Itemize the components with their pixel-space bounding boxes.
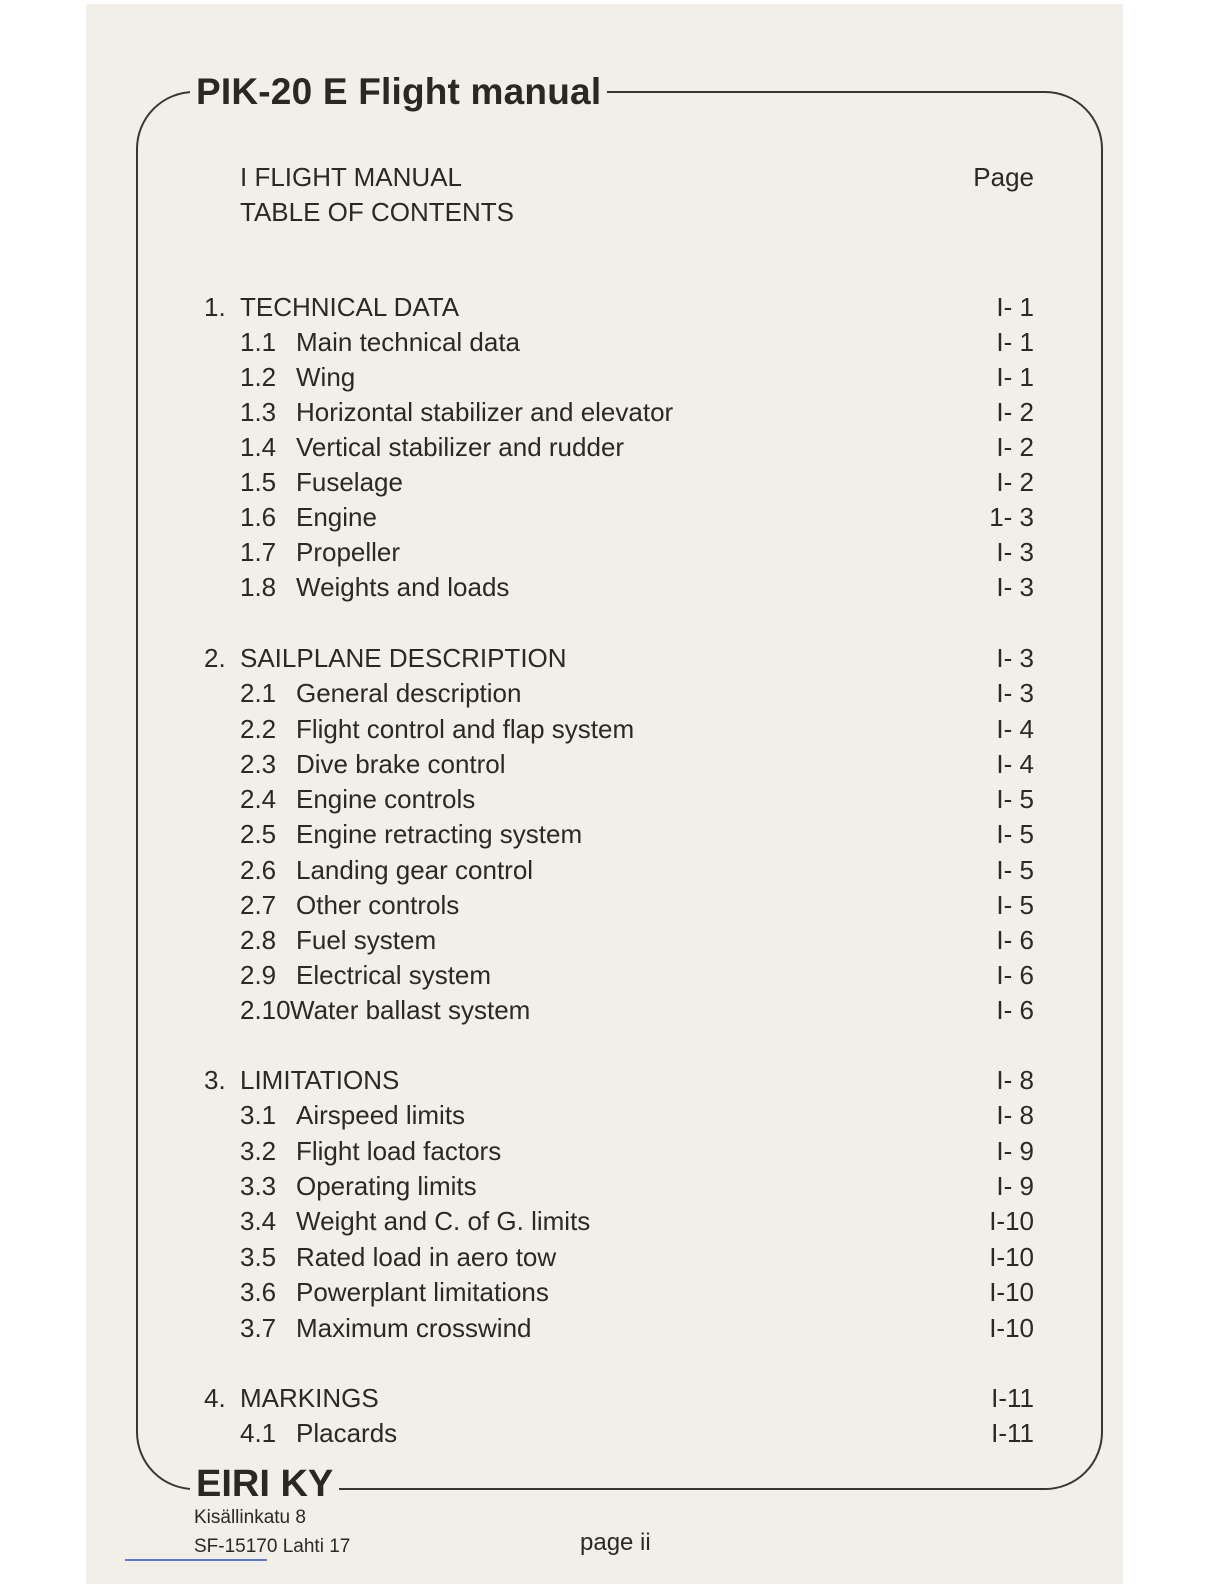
- section-page: I- 1: [996, 292, 1034, 322]
- publisher-name: EIRI KY: [190, 1462, 339, 1506]
- entry-title: Placards: [296, 1418, 398, 1448]
- toc-section: [0, 1065, 1224, 1095]
- entry-title: Engine: [296, 502, 377, 532]
- toc-entry: [0, 327, 1224, 357]
- entry-title: Vertical stabilizer and rudder: [296, 432, 625, 462]
- section-title: TECHNICAL DATA: [240, 292, 460, 322]
- entry-page: I- 6: [996, 960, 1034, 990]
- entry-title: Flight load factors: [296, 1136, 502, 1166]
- toc-entry: [0, 995, 1224, 1025]
- entry-page: I- 5: [996, 784, 1034, 814]
- page-column-label: Page: [973, 162, 1034, 192]
- entry-page: I-10: [989, 1242, 1034, 1272]
- entry-title: Powerplant limitations: [296, 1277, 549, 1307]
- entry-number: 2.4: [240, 784, 277, 814]
- toc-entry: [0, 572, 1224, 602]
- entry-page: I-10: [989, 1277, 1034, 1307]
- toc-entry: [0, 467, 1224, 497]
- toc-entry: [0, 1418, 1224, 1448]
- entry-title: Fuel system: [296, 925, 437, 955]
- toc-entry: [0, 960, 1224, 990]
- entry-number: 2.7: [240, 890, 277, 920]
- entry-page: I- 9: [996, 1136, 1034, 1166]
- entry-number: 3.6: [240, 1277, 277, 1307]
- entry-number: 1.4: [240, 432, 277, 462]
- section-number: 2.: [204, 643, 226, 673]
- toc-section: [0, 1383, 1224, 1413]
- section-title: SAILPLANE DESCRIPTION: [240, 643, 567, 673]
- toc-entry: [0, 1277, 1224, 1307]
- entry-title: Main technical data: [296, 327, 521, 357]
- toc-section: [0, 643, 1224, 673]
- section-page: I- 3: [996, 643, 1034, 673]
- entry-title: Landing gear control: [296, 855, 534, 885]
- entry-title: Other controls: [296, 890, 460, 920]
- entry-title: Airspeed limits: [296, 1100, 466, 1130]
- toc-section: [0, 292, 1224, 322]
- entry-page: 1- 3: [989, 502, 1034, 532]
- toc-heading-line2: TABLE OF CONTENTS: [240, 197, 514, 227]
- entry-number: 3.5: [240, 1242, 277, 1272]
- address-line-2: SF-15170 Lahti 17: [194, 1536, 351, 1557]
- toc-entry: [0, 714, 1224, 744]
- section-number: 3.: [204, 1065, 226, 1095]
- toc-entry: [0, 678, 1224, 708]
- entry-number: 1.6: [240, 502, 277, 532]
- section-page: I-11: [991, 1383, 1034, 1413]
- entry-number: 3.3: [240, 1171, 277, 1201]
- toc-entry: [0, 925, 1224, 955]
- entry-number: 2.6: [240, 855, 277, 885]
- entry-number: 2.10: [240, 995, 291, 1025]
- toc-entry: [0, 1313, 1224, 1343]
- entry-title: Wing: [296, 362, 356, 392]
- entry-number: 2.3: [240, 749, 277, 779]
- toc-entry: [0, 1136, 1224, 1166]
- entry-page: I- 4: [996, 749, 1034, 779]
- toc-entry: [0, 502, 1224, 532]
- entry-title: Dive brake control: [296, 749, 506, 779]
- toc-entry: [0, 1206, 1224, 1236]
- section-number: 1.: [204, 292, 226, 322]
- entry-page: I- 3: [996, 678, 1034, 708]
- entry-page: I- 2: [996, 432, 1034, 462]
- entry-page: I- 3: [996, 537, 1034, 567]
- entry-number: 3.2: [240, 1136, 277, 1166]
- entry-title: Water ballast system: [290, 995, 531, 1025]
- entry-number: 3.4: [240, 1206, 277, 1236]
- entry-number: 2.5: [240, 819, 277, 849]
- section-title: MARKINGS: [240, 1383, 379, 1413]
- entry-page: I- 9: [996, 1171, 1034, 1201]
- entry-number: 3.7: [240, 1313, 277, 1343]
- toc-entry: [0, 362, 1224, 392]
- entry-title: Electrical system: [296, 960, 492, 990]
- entry-title: Weights and loads: [296, 572, 510, 602]
- entry-title: Flight control and flap system: [296, 714, 635, 744]
- toc-heading-line1: I FLIGHT MANUAL: [240, 162, 463, 192]
- toc-entry: [0, 784, 1224, 814]
- entry-title: Fuselage: [296, 467, 403, 497]
- entry-title: Propeller: [296, 537, 401, 567]
- entry-number: 2.1: [240, 678, 277, 708]
- toc-entry: [0, 749, 1224, 779]
- manual-title: PIK-20 E Flight manual: [190, 70, 607, 114]
- toc-entry: [0, 1242, 1224, 1272]
- toc-entry: [0, 890, 1224, 920]
- entry-title: Operating limits: [296, 1171, 477, 1201]
- entry-title: Engine retracting system: [296, 819, 583, 849]
- entry-page: I- 8: [996, 1100, 1034, 1130]
- entry-page: I- 3: [996, 572, 1034, 602]
- entry-number: 1.2: [240, 362, 277, 392]
- toc-entry: [0, 1171, 1224, 1201]
- entry-title: Rated load in aero tow: [296, 1242, 557, 1272]
- entry-page: I-10: [989, 1206, 1034, 1236]
- toc-entry: [0, 537, 1224, 567]
- entry-page: I-10: [989, 1313, 1034, 1343]
- entry-title: General description: [296, 678, 522, 708]
- section-page: I- 8: [996, 1065, 1034, 1095]
- toc-entry: [0, 819, 1224, 849]
- entry-page: I- 2: [996, 467, 1034, 497]
- entry-page: I- 4: [996, 714, 1034, 744]
- entry-page: I- 6: [996, 995, 1034, 1025]
- entry-page: I- 5: [996, 855, 1034, 885]
- entry-number: 1.7: [240, 537, 277, 567]
- entry-title: Engine controls: [296, 784, 476, 814]
- toc-entry: [0, 1100, 1224, 1130]
- entry-page: I-11: [991, 1418, 1034, 1448]
- entry-number: 4.1: [240, 1418, 277, 1448]
- entry-page: I- 5: [996, 819, 1034, 849]
- entry-number: 3.1: [240, 1100, 277, 1130]
- toc-entry: [0, 397, 1224, 427]
- entry-number: 2.2: [240, 714, 277, 744]
- entry-title: Weight and C. of G. limits: [296, 1206, 591, 1236]
- section-title: LIMITATIONS: [240, 1065, 400, 1095]
- toc-entry: [0, 855, 1224, 885]
- entry-number: 1.3: [240, 397, 277, 427]
- entry-page: I- 2: [996, 397, 1034, 427]
- entry-page: I- 5: [996, 890, 1034, 920]
- entry-number: 1.5: [240, 467, 277, 497]
- toc-entry: [0, 432, 1224, 462]
- section-number: 4.: [204, 1383, 226, 1413]
- entry-number: 1.8: [240, 572, 277, 602]
- entry-page: I- 6: [996, 925, 1034, 955]
- page-number: page ii: [580, 1529, 651, 1556]
- entry-number: 2.9: [240, 960, 277, 990]
- entry-title: Horizontal stabilizer and elevator: [296, 397, 674, 427]
- entry-title: Maximum crosswind: [296, 1313, 532, 1343]
- entry-number: 1.1: [240, 327, 277, 357]
- entry-number: 2.8: [240, 925, 277, 955]
- entry-page: I- 1: [996, 327, 1034, 357]
- link-underline: [125, 1559, 267, 1561]
- entry-page: I- 1: [996, 362, 1034, 392]
- address-line-1: Kisällinkatu 8: [194, 1507, 306, 1528]
